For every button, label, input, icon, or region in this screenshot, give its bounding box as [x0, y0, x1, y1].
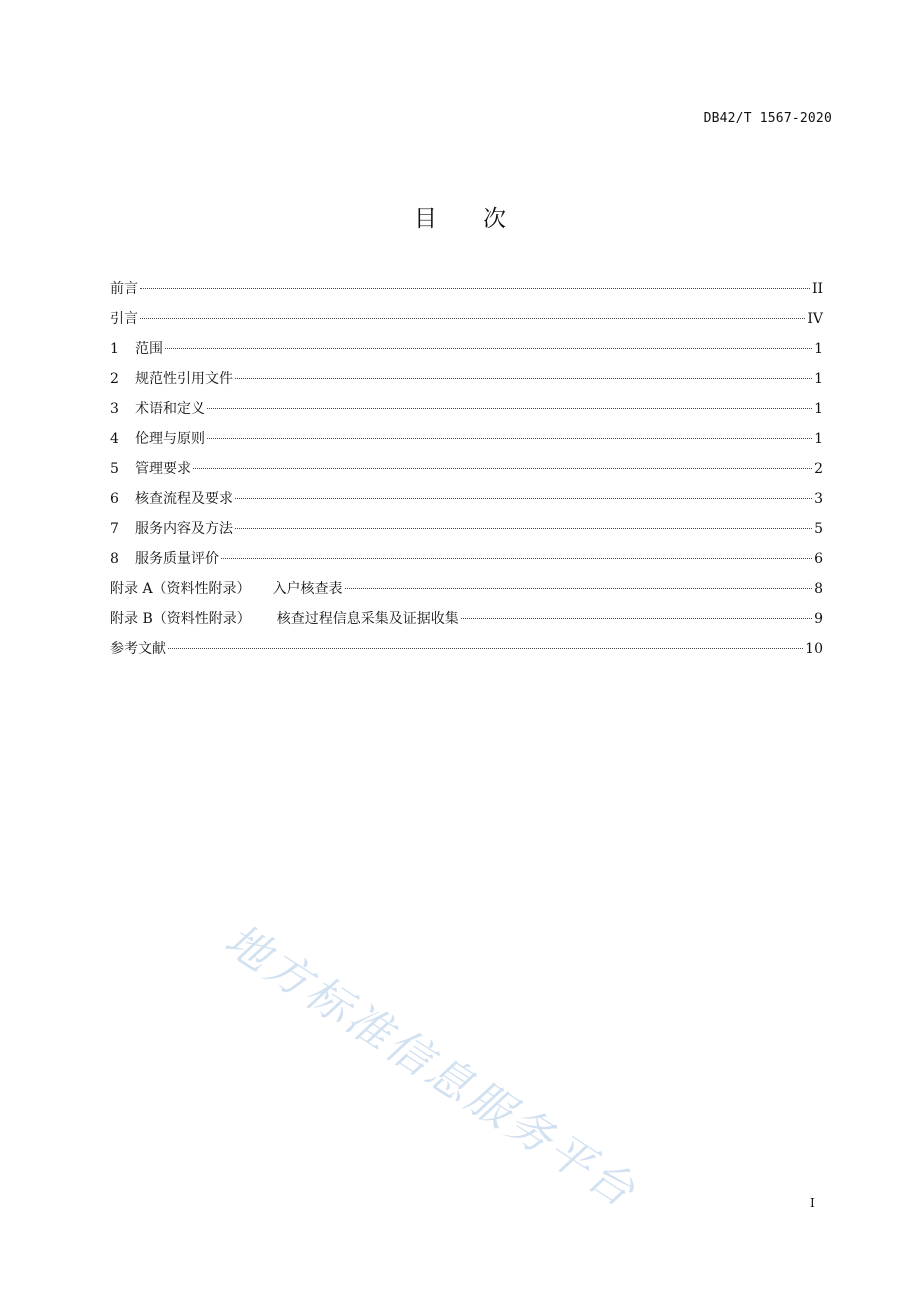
dot-leader: [345, 588, 813, 589]
toc-entry-title: 管理要求: [135, 461, 191, 477]
toc-entry-number: 5: [110, 461, 119, 477]
toc-entry-title: 术语和定义: [135, 401, 205, 417]
dot-leader: [235, 528, 812, 529]
toc-entry-title: 服务质量评价: [135, 551, 219, 567]
toc-entry-appendix-b[interactable]: [110, 606, 823, 636]
toc-entry-appendix-a[interactable]: [110, 576, 823, 606]
toc-entry-bibliography[interactable]: [110, 636, 823, 666]
toc-entry-page: 8: [814, 581, 823, 597]
toc-entry-page: 1: [814, 431, 823, 447]
dot-leader: [193, 468, 812, 469]
toc-entry-title: 核查流程及要求: [135, 491, 233, 507]
dot-leader: [165, 348, 812, 349]
toc-entry-title: 附录 B（资料性附录）: [110, 611, 251, 627]
toc-entry-title: 前言: [110, 281, 138, 297]
dot-leader: [140, 288, 810, 289]
toc-entry-scope[interactable]: [110, 336, 823, 366]
toc-entry-title: 规范性引用文件: [135, 371, 233, 387]
toc-entry-normative-references[interactable]: [110, 366, 823, 396]
page-number: I: [810, 1196, 815, 1210]
toc-entry-title: 附录 A（资料性附录）: [110, 581, 251, 597]
toc-entry-number: 3: [110, 401, 119, 417]
toc-entry-service-quality[interactable]: [110, 546, 823, 576]
toc-entry-foreword[interactable]: [110, 276, 823, 306]
toc-entry-subtitle: 入户核查表: [272, 581, 343, 597]
toc-entry-number: 4: [110, 431, 119, 447]
toc-entry-number: 6: [110, 491, 119, 507]
toc-entry-page: 5: [814, 521, 823, 537]
toc-entry-page: 6: [814, 551, 823, 567]
table-of-contents: [110, 276, 823, 666]
toc-entry-terms-definitions[interactable]: [110, 396, 823, 426]
dot-leader: [461, 618, 812, 619]
dot-leader: [235, 378, 812, 379]
toc-entry-number: 1: [110, 341, 119, 357]
toc-title: 目次: [414, 206, 552, 232]
toc-entry-number: 2: [110, 371, 119, 387]
dot-leader: [207, 438, 812, 439]
toc-entry-page: 1: [814, 341, 823, 357]
toc-entry-page: 3: [814, 491, 823, 507]
toc-entry-title: 参考文献: [110, 641, 166, 657]
toc-entry-ethics-principles[interactable]: [110, 426, 823, 456]
toc-entry-page: 10: [805, 641, 823, 657]
toc-entry-page: IV: [807, 311, 823, 327]
toc-entry-page: II: [811, 281, 823, 297]
toc-entry-title: 引言: [110, 311, 138, 327]
toc-entry-service-content[interactable]: [110, 516, 823, 546]
toc-entry-number: 7: [110, 521, 119, 537]
toc-entry-page: 9: [814, 611, 823, 627]
watermark-text: 地方标准信息服务平台: [215, 914, 646, 1219]
toc-entry-title: 服务内容及方法: [135, 521, 233, 537]
toc-entry-page: 1: [814, 401, 823, 417]
toc-entry-management-requirements[interactable]: [110, 456, 823, 486]
toc-entry-number: 8: [110, 551, 119, 567]
toc-entry-subtitle: 核查过程信息采集及证据收集: [276, 611, 459, 627]
toc-entry-introduction[interactable]: [110, 306, 823, 336]
toc-entry-page: 1: [814, 371, 823, 387]
toc-entry-page: 2: [814, 461, 823, 477]
dot-leader: [168, 648, 803, 649]
dot-leader: [221, 558, 812, 559]
document-code: DB42/T 1567-2020: [703, 111, 832, 126]
dot-leader: [235, 498, 812, 499]
toc-entry-verification-process[interactable]: [110, 486, 823, 516]
dot-leader: [207, 408, 812, 409]
dot-leader: [140, 318, 805, 319]
toc-entry-title: 范围: [135, 341, 163, 357]
toc-entry-title: 伦理与原则: [135, 431, 205, 447]
